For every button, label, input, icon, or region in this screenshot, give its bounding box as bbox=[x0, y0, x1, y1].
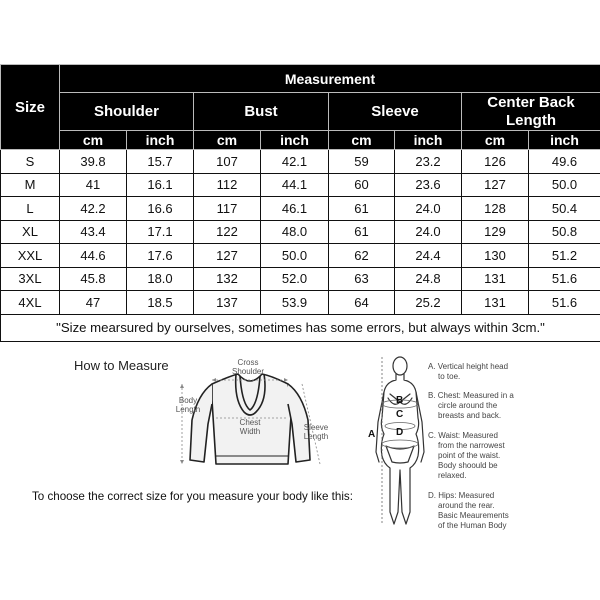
back-length-cm: 128 bbox=[462, 197, 529, 221]
center-back-length-header: Center Back Length bbox=[462, 93, 600, 131]
sleeve-cm: 62 bbox=[329, 244, 395, 268]
back-length-inch: 50.8 bbox=[529, 220, 600, 244]
back-length-cm: 130 bbox=[462, 244, 529, 268]
table-row bbox=[1, 173, 600, 197]
bust-cm: 137 bbox=[194, 291, 261, 315]
bust-inch: 46.1 bbox=[261, 197, 329, 221]
back-length-cm: 131 bbox=[462, 291, 529, 315]
back-length-inch: 51.6 bbox=[529, 267, 600, 291]
size-label: M bbox=[1, 173, 60, 197]
unit-header: cm bbox=[60, 131, 127, 150]
bust-cm: 107 bbox=[194, 150, 261, 174]
back-length-inch: 50.0 bbox=[529, 173, 600, 197]
shoulder-inch: 15.7 bbox=[127, 150, 194, 174]
shoulder-inch: 16.1 bbox=[127, 173, 194, 197]
size-label: L bbox=[1, 197, 60, 221]
back-length-cm: 126 bbox=[462, 150, 529, 174]
size-chart-table bbox=[0, 64, 600, 342]
sleeve-inch: 23.2 bbox=[395, 150, 462, 174]
bust-inch: 50.0 bbox=[261, 244, 329, 268]
bust-cm: 117 bbox=[194, 197, 261, 221]
body-letter-a: A bbox=[368, 429, 376, 440]
size-label: 4XL bbox=[1, 291, 60, 315]
how-to-measure-title: How to Measure bbox=[74, 358, 169, 373]
back-length-inch: 50.4 bbox=[529, 197, 600, 221]
bust-header: Bust bbox=[194, 93, 329, 131]
chest-width-label: Chest Width bbox=[239, 418, 261, 436]
legend-a: A. Vertical height head to toe. bbox=[428, 362, 509, 381]
shoulder-cm: 47 bbox=[60, 291, 127, 315]
sleeve-inch: 24.8 bbox=[395, 267, 462, 291]
bust-inch: 53.9 bbox=[261, 291, 329, 315]
shoulder-inch: 18.5 bbox=[127, 291, 194, 315]
bust-cm: 127 bbox=[194, 244, 261, 268]
bust-inch: 48.0 bbox=[261, 220, 329, 244]
back-length-inch: 51.2 bbox=[529, 244, 600, 268]
bust-cm: 132 bbox=[194, 267, 261, 291]
size-note: "Size mearsured by ourselves, sometimes has some errors, but always within 3cm." bbox=[1, 314, 600, 341]
measurement-header: Measurement bbox=[60, 65, 600, 93]
back-length-inch: 51.6 bbox=[529, 291, 600, 315]
shoulder-header: Shoulder bbox=[60, 93, 194, 131]
unit-header: cm bbox=[194, 131, 261, 150]
unit-header: cm bbox=[329, 131, 395, 150]
body-length-label: Body Length bbox=[175, 396, 201, 414]
table-row bbox=[1, 291, 600, 315]
bust-cm: 112 bbox=[194, 173, 261, 197]
shoulder-cm: 41 bbox=[60, 173, 127, 197]
unit-header: inch bbox=[127, 131, 194, 150]
shoulder-cm: 45.8 bbox=[60, 267, 127, 291]
size-label: S bbox=[1, 150, 60, 174]
shoulder-cm: 43.4 bbox=[60, 220, 127, 244]
sleeve-header: Sleeve bbox=[329, 93, 462, 131]
cross-shoulder-label: Cross Shoulder bbox=[231, 358, 265, 376]
choose-size-instruction: To choose the correct size for you measure your body like this: bbox=[32, 490, 353, 503]
unit-header: inch bbox=[395, 131, 462, 150]
body-letter-d: D bbox=[396, 427, 404, 438]
body-letter-b: B bbox=[396, 395, 404, 406]
sleeve-length-label: Sleeve Length bbox=[303, 423, 329, 441]
sleeve-inch: 23.6 bbox=[395, 173, 462, 197]
sleeve-inch: 25.2 bbox=[395, 291, 462, 315]
unit-header: inch bbox=[261, 131, 329, 150]
size-label: XXL bbox=[1, 244, 60, 268]
shoulder-inch: 17.1 bbox=[127, 220, 194, 244]
sleeve-inch: 24.0 bbox=[395, 197, 462, 221]
shoulder-cm: 44.6 bbox=[60, 244, 127, 268]
table-row bbox=[1, 244, 600, 268]
table-row bbox=[1, 220, 600, 244]
bust-cm: 122 bbox=[194, 220, 261, 244]
sleeve-cm: 61 bbox=[329, 220, 395, 244]
back-length-cm: 127 bbox=[462, 173, 529, 197]
sleeve-cm: 64 bbox=[329, 291, 395, 315]
sleeve-cm: 60 bbox=[329, 173, 395, 197]
bust-inch: 52.0 bbox=[261, 267, 329, 291]
size-header: Size bbox=[1, 65, 60, 150]
table-row bbox=[1, 150, 600, 174]
shoulder-cm: 39.8 bbox=[60, 150, 127, 174]
table-row bbox=[1, 197, 600, 221]
legend-b: B. Chest: Measured in a circle around the breasts and back. bbox=[428, 391, 514, 420]
body-figure-diagram bbox=[360, 352, 426, 528]
size-label: 3XL bbox=[1, 267, 60, 291]
sleeve-cm: 61 bbox=[329, 197, 395, 221]
size-label: XL bbox=[1, 220, 60, 244]
back-length-cm: 131 bbox=[462, 267, 529, 291]
sleeve-cm: 63 bbox=[329, 267, 395, 291]
legend-c: C. Waist: Measured from the narrowest point of the waist. Body shoould be relaxed. bbox=[428, 431, 505, 480]
sleeve-inch: 24.4 bbox=[395, 244, 462, 268]
shoulder-inch: 17.6 bbox=[127, 244, 194, 268]
shoulder-cm: 42.2 bbox=[60, 197, 127, 221]
shoulder-inch: 18.0 bbox=[127, 267, 194, 291]
back-length-inch: 49.6 bbox=[529, 150, 600, 174]
legend-d: D. Hips: Measured around the rear. Basic Meaurements of the Human Body bbox=[428, 491, 509, 530]
table-row bbox=[1, 267, 600, 291]
sleeve-cm: 59 bbox=[329, 150, 395, 174]
body-letter-c: C bbox=[396, 409, 404, 420]
bust-inch: 44.1 bbox=[261, 173, 329, 197]
back-length-cm: 129 bbox=[462, 220, 529, 244]
sleeve-inch: 24.0 bbox=[395, 220, 462, 244]
unit-header: inch bbox=[529, 131, 600, 150]
shoulder-inch: 16.6 bbox=[127, 197, 194, 221]
bust-inch: 42.1 bbox=[261, 150, 329, 174]
unit-header: cm bbox=[462, 131, 529, 150]
